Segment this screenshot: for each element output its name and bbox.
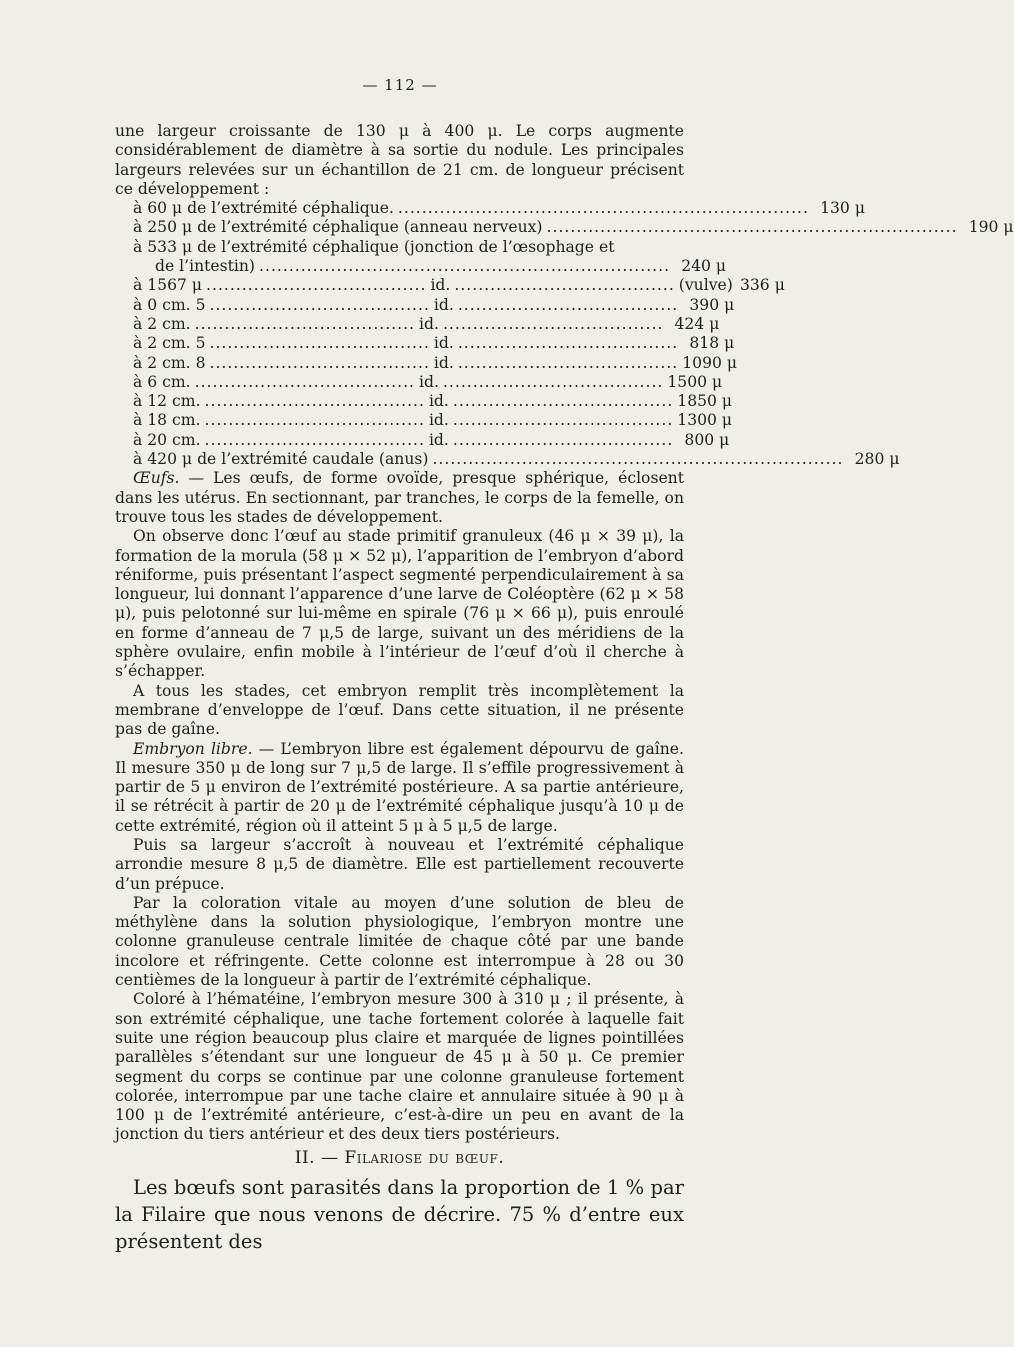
dot-leader: ..................................... [194,314,416,333]
measurement-value: 800 μ [684,430,730,449]
measurement-row [115,334,735,353]
measurement-position: à 20 cm. [133,430,201,449]
measurement-list [115,199,1014,469]
dot-leader: ..................................................................... [546,218,958,237]
measurement-position: à 0 cm. 5 [133,295,206,314]
closing-paragraph: Les bœufs sont parasités dans la proportion de 1 % par la Filaire que nous venons de décrire. 75 % d’entre eux présentent des [115,1176,684,1254]
measurement-note: (vulve) [678,276,733,295]
section-title: Filariose du bœuf. [344,1147,505,1168]
measurement-row [115,392,733,411]
oeufs-text: — Les œufs, de forme ovoïde, presque sphérique, éclosent dans les utérus. En sectionnant, par tranches, le corps de la femelle, on trouve tous les stades de développement. [115,469,684,526]
measurement-id: id. [428,430,449,449]
dot-leader: ..................................... [457,295,679,314]
measurement-continuation: de l’intestin) [155,257,256,276]
measurement-position: à 18 cm. [133,411,201,430]
measurement-value: 390 μ [689,295,735,314]
dot-leader: ..................................... [194,372,416,391]
dot-leader: ..................................... [452,392,674,411]
dot-leader: ..................................... [204,430,425,449]
measurement-position: à 1567 μ [133,276,203,295]
measurement-value: 190 μ [968,218,1014,237]
section-heading [115,1149,684,1168]
dot-leader: ..................................... [442,372,664,391]
oeufs-paragraph [115,469,684,527]
measurement-row [115,411,733,430]
measurement-id: id. [419,314,439,333]
measurement-position: à 420 μ de l’extrémité caudale (anus) [133,450,429,469]
measurement-row [115,276,785,295]
paragraph-largeur: Puis sa largeur s’accroît à nouveau et l’extrémité céphalique arrondie mesure 8 μ,5 de diamètre. Elle est partiellement recouverte d’un prépuce. [115,835,684,893]
measurement-position: à 60 μ de l’extrémité céphalique. [133,199,394,218]
dot-leader: ..................................... [442,314,664,333]
paragraph-development: On observe donc l’œuf au stade primitif granuleux (46 μ × 39 μ), la formation de la morula (58 μ × 52 μ), l’apparition de l’embryon d’abord réniforme, puis présentant l’aspect segmenté perpendiculairement à sa longueur, lui donnant l’apparence d’une larve de Coléoptère (62 μ × 58 μ), puis pelotonné sur lui-même en spirale (76 μ × 66 μ), puis enroulé en forme d’anneau de 7 μ,5 de large, suivant un des méridiens de la sphère ovulaire, enfin mobile à l’intérieur de l’œuf d’où il cherche à s’échapper. [115,527,684,681]
measurement-id: id. [428,392,449,411]
section-number: II. — [294,1147,339,1168]
measurement-position: à 250 μ de l’extrémité céphalique (anneau nerveux) [133,218,543,237]
measurement-value: 818 μ [689,334,735,353]
dot-leader: ..................................... [452,430,674,449]
dot-leader: ..................................................................... [397,199,809,218]
dot-leader: ..................................... [204,392,425,411]
intro-paragraph: une largeur croissante de 130 μ à 400 μ. Le corps augmente considérablement de diamètre à sa sortie du nodule. Les principales largeurs relevées sur un échantillon de 21 cm. de longueur précisent ce développement : [115,122,684,198]
measurement-row [115,238,684,257]
measurement-position: à 2 cm. 5 [133,334,206,353]
measurement-position: à 533 μ de l’extrémité céphalique (jonction de l’œsophage et [133,237,615,256]
measurement-id: id. [433,334,454,353]
measurement-position: à 12 cm. [133,392,201,411]
measurement-row-continuation [115,257,727,276]
measurement-id: id. [433,353,454,372]
paragraph-embryon-libre [115,740,684,836]
measurement-position: à 6 cm. [133,372,191,391]
embryon-libre-label: Embryon libre. [133,739,253,758]
measurement-row [115,450,900,469]
measurement-id: id. [430,276,451,295]
paragraph-hematein: Coloré à l’hématéine, l’embryon mesure 300 à 310 μ ; il présente, à son extrémité céphalique, une tache fortement colorée à laquelle fait suite une région beaucoup plus claire et marquée de lignes pointillées parallèles s’étendant sur une longueur de 45 μ à 50 μ. Ce premier segment du corps se continue par une colonne granuleuse fortement colorée, interrompue par une tache claire et annulaire située à 90 μ à 100 μ de l’extrémité antérieure, c’est-à-dire un peu en avant de la jonction du tiers antérieur et des deux tiers postérieurs. [115,990,684,1144]
oeufs-label: Œufs. [133,469,180,488]
measurement-row [115,218,1014,237]
measurement-id: id. [428,411,449,430]
measurement-value: 1500 μ [667,372,723,391]
measurement-value: 424 μ [674,314,720,333]
dot-leader: ..................................................................... [259,257,671,276]
dot-leader: ..................................... [206,276,427,295]
measurement-row [115,353,738,373]
measurement-id: id. [419,372,439,391]
measurement-value: 130 μ [820,199,865,218]
measurement-id: id. [433,295,454,314]
body-text [115,122,1014,1255]
measurement-value: 1300 μ [677,411,733,430]
dot-leader: ..................................... [209,334,430,353]
measurement-value: 240 μ [681,257,727,276]
measurement-position: à 2 cm. 8 [133,353,206,372]
measurement-row [115,430,730,450]
measurement-row [115,372,723,392]
paragraph-coloration: Par la coloration vitale au moyen d’une solution de bleu de méthylène dans la solution physiologique, l’embryon montre une colonne granuleuse centrale limitée de chaque côté par une bande incolore et réfringente. Cette colonne est interrompue à 28 ou 30 centièmes de la longueur à partir de l’extrémité céphalique. [115,893,684,990]
dot-leader: ..................................... [209,295,430,314]
dot-leader: ..................................... [204,411,425,430]
measurement-value: 280 μ [854,450,900,469]
measurement-value: 1090 μ [682,353,738,372]
measurement-value: 1850 μ [677,392,733,411]
dot-leader: ..................................... [457,353,679,372]
dot-leader: ..................................... [452,411,674,430]
page-number: — 112 — [362,76,438,94]
measurement-value: 336 μ [739,276,785,295]
dot-leader: ..................................................................... [432,450,844,469]
measurement-row [115,295,735,315]
dot-leader: ..................................... [209,353,430,372]
measurement-row [115,199,865,218]
measurement-position: à 2 cm. [133,314,191,333]
measurement-row [115,314,720,334]
paragraph-stages: A tous les stades, cet embryon remplit très incomplètement la membrane d’enveloppe de l’œuf. Dans cette situation, il ne présente pas de gaîne. [115,681,684,739]
dot-leader: ..................................... [454,276,675,295]
embryon-libre-text: — L’embryon libre est également dépourvu de gaîne. Il mesure 350 μ de long sur 7 μ,5 de large. Il s’effile progressivement à partir de 5 μ environ de l’extrémité postérieure. A sa partie antérieure, il se rétrécit à partir de 20 μ de l’extrémité céphalique jusqu’à 10 μ de cette extrémité, région où il atteint 5 μ à 5 μ,5 de large. [115,739,684,835]
dot-leader: ..................................... [457,334,679,353]
